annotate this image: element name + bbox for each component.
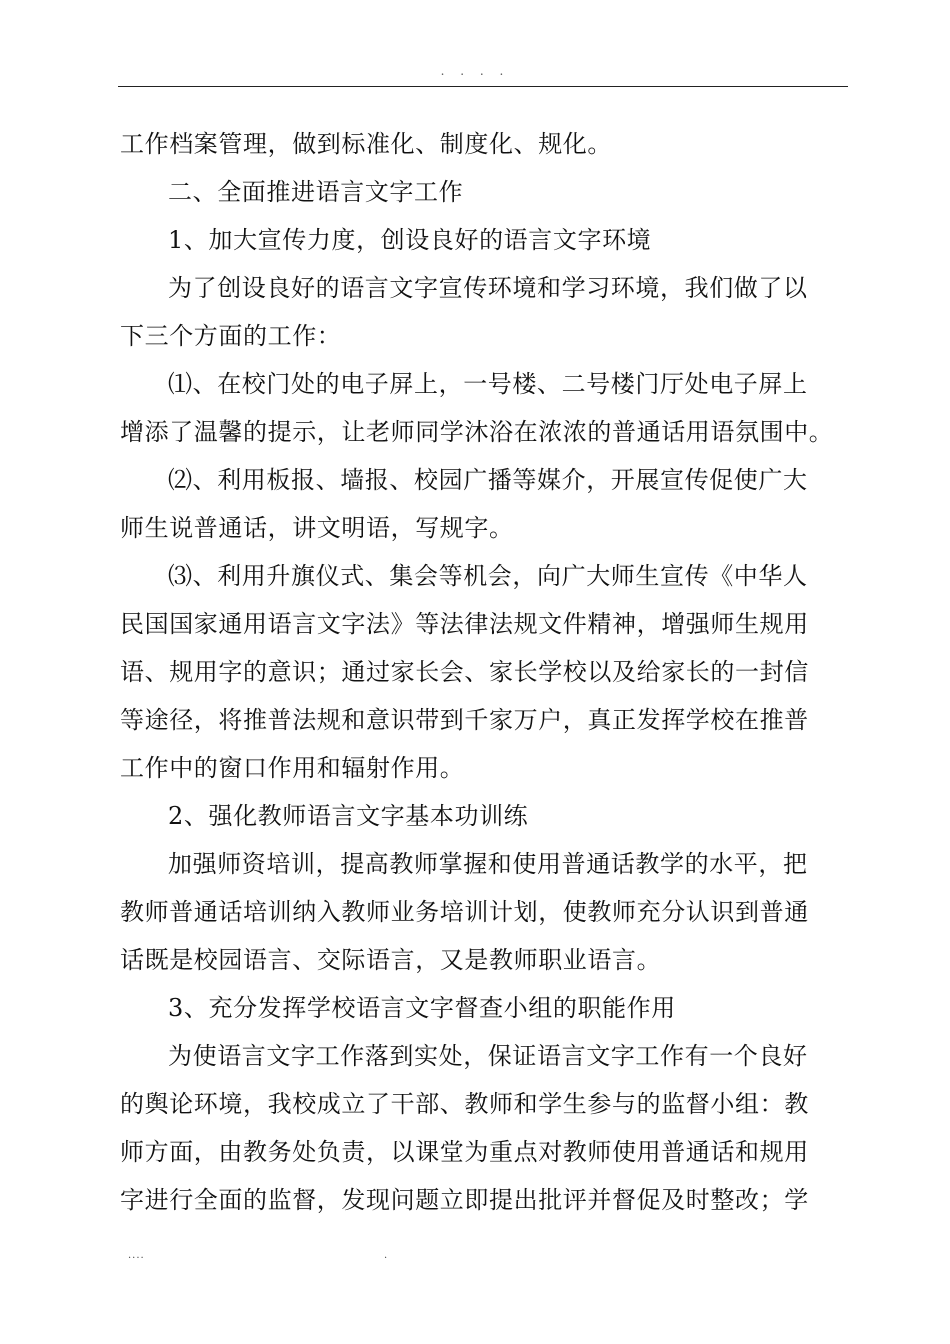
- header-rule: [118, 86, 848, 87]
- text-line: 师生说普通话，讲文明语，写规字。: [120, 514, 514, 542]
- text-line: ⑶、利用升旗仪式、集会等机会，向广大师生宣传《中华人: [168, 562, 808, 590]
- text-line: 工作中的窗口作用和辐射作用。: [120, 754, 465, 782]
- header-dots: . . . .: [440, 64, 510, 78]
- text-line: 二、全面推进语言文字工作: [168, 178, 464, 206]
- document-body: [120, 120, 846, 1224]
- text-line: ⑵、利用板报、墙报、校园广播等媒介，开展宣传促使广大: [168, 466, 808, 494]
- text-line: 增添了温馨的提示，让老师同学沐浴在浓浓的普通话用语氛围中。: [120, 418, 834, 446]
- text-line: 为了创设良好的语言文字宣传环境和学习环境，我们做了以: [168, 274, 808, 302]
- text-line: 加强师资培训，提高教师掌握和使用普通话教学的水平，把: [168, 850, 808, 878]
- text-line: 语、规用字的意识；通过家长会、家长学校以及给家长的一封信: [120, 658, 809, 686]
- text-line: 的舆论环境，我校成立了干部、教师和学生参与的监督小组：教: [120, 1090, 809, 1118]
- text-line: 2、强化教师语言文字基本功训练: [168, 802, 529, 830]
- footer-dot-mid: .: [384, 1250, 388, 1261]
- text-line: 等途径，将推普法规和意识带到千家万户，真正发挥学校在推普: [120, 706, 809, 734]
- text-line: 话既是校园语言、交际语言，又是教师职业语言。: [120, 946, 662, 974]
- text-line: ⑴、在校门处的电子屏上，一号楼、二号楼门厅处电子屏上: [168, 370, 808, 398]
- text-line: 下三个方面的工作：: [120, 322, 342, 350]
- text-line: 师方面，由教务处负责，以课堂为重点对教师使用普通话和规用: [120, 1138, 809, 1166]
- text-line: 教师普通话培训纳入教师业务培训计划，使教师充分认识到普通: [120, 898, 809, 926]
- text-line: 3、充分发挥学校语言文字督查小组的职能作用: [168, 994, 676, 1022]
- text-line: 为使语言文字工作落到实处，保证语言文字工作有一个良好: [168, 1042, 808, 1070]
- text-line: 1、加大宣传力度，创设良好的语言文字环境: [168, 226, 652, 254]
- text-line: 民国国家通用语言文字法》等法律法规文件精神，增强师生规用: [120, 610, 809, 638]
- footer-dots-left: ....: [128, 1250, 145, 1261]
- text-line: 工作档案管理，做到标准化、制度化、规化。: [120, 130, 612, 158]
- text-line: 字进行全面的监督，发现问题立即提出批评并督促及时整改；学: [120, 1186, 809, 1214]
